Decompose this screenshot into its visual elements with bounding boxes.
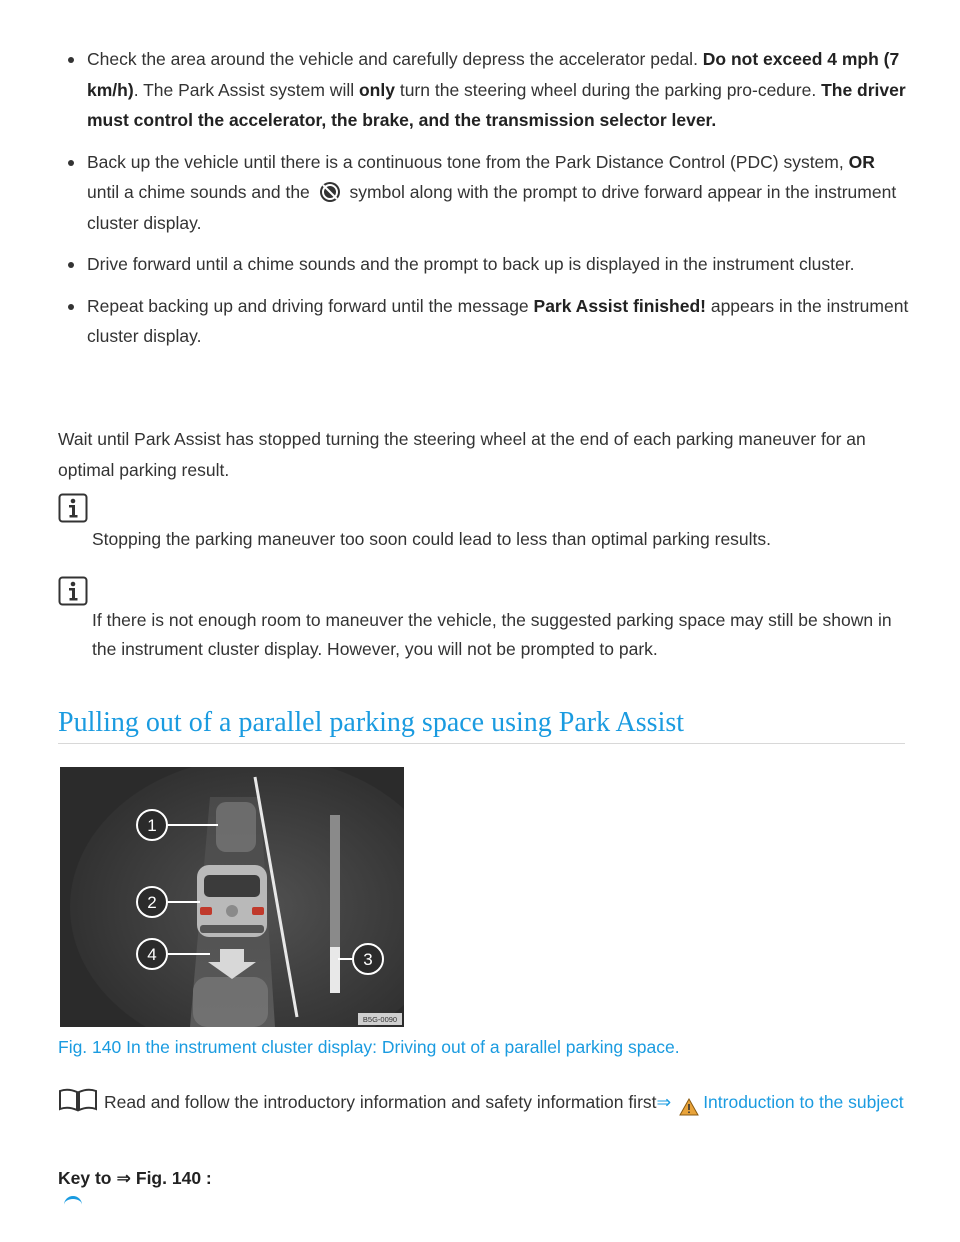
arrow-link[interactable]: ⇒ [656,1092,672,1112]
note-text: Stopping the parking maneuver too soon could lead to less than optimal parking results. [92,529,772,549]
callout-1 [137,810,167,840]
distance-bar-fill [330,947,340,993]
svg-text:3: 3 [363,950,373,969]
bullet-dot [68,262,74,268]
introduction-link[interactable]: Introduction to the subject [703,1092,904,1112]
svg-text:4: 4 [147,945,157,964]
instruction-list [60,44,910,363]
figure-illustration [60,767,404,1027]
result-paragraph: Wait until Park Assist has stopped turning the steering wheel at the end of each parking maneuver for an optimal parking result. [58,429,866,480]
note-text: If there is not enough room to maneuver the vehicle, the suggested parking space may still be shown in the instrument cluster display. However, you will not be prompted to park. [92,610,892,659]
figure-link[interactable]: ⇒ Fig. 140 [116,1168,202,1188]
read-follow-note: Read and follow the introductory information and safety information first⇒ Introduction to the subject [58,1087,918,1117]
svg-text:2: 2 [147,893,157,912]
figure-caption: Fig. 140 In the instrument cluster display: Driving out of a parallel parking space. [58,1037,680,1057]
svg-text:1: 1 [147,816,157,835]
figure-code: B5G-0090 [362,1015,398,1024]
parked-vehicle-rear [193,977,268,1027]
parked-vehicle-front [216,802,256,852]
list-item: Check the area around the vehicle and carefully depress the accelerator pedal. Do not exceed 4 mph (7 km/h). The Park Assist system will only turn the steering wheel during the parking pro-cedure. The driver must control the accelerator, the brake, and the transmission selector lever. [60,44,910,136]
callout-4 [137,939,167,969]
section-title: Pulling out of a parallel parking space using Park Assist [58,707,685,738]
bullet-dot [68,160,74,166]
callout-3 [353,944,383,974]
warning-icon [679,1098,699,1116]
callout-2 [137,887,167,917]
list-item: Back up the vehicle until there is a continuous tone from the Park Distance Control (PDC) system, OR until a chime sounds and the symbol along with the prompt to drive forward appear in the instrument cluster display. [60,147,910,239]
list-item: Drive forward until a chime sounds and the prompt to back up is displayed in the instrument cluster. [60,249,910,280]
park-assist-figure [60,767,404,1027]
bullet-dot [68,304,74,310]
info-icon [58,576,88,606]
section-divider [58,743,905,744]
bullet-dot [68,57,74,63]
list-item: Repeat backing up and driving forward until the message Park Assist finished! appears in the instrument cluster display. [60,291,910,352]
park-assist-steering-icon [319,181,341,203]
key-heading: Key to ⇒ Fig. 140 : [58,1168,212,1188]
book-icon [58,1088,98,1112]
own-vehicle [197,865,267,937]
key-callout-marker [64,1196,82,1209]
info-icon [58,493,88,523]
